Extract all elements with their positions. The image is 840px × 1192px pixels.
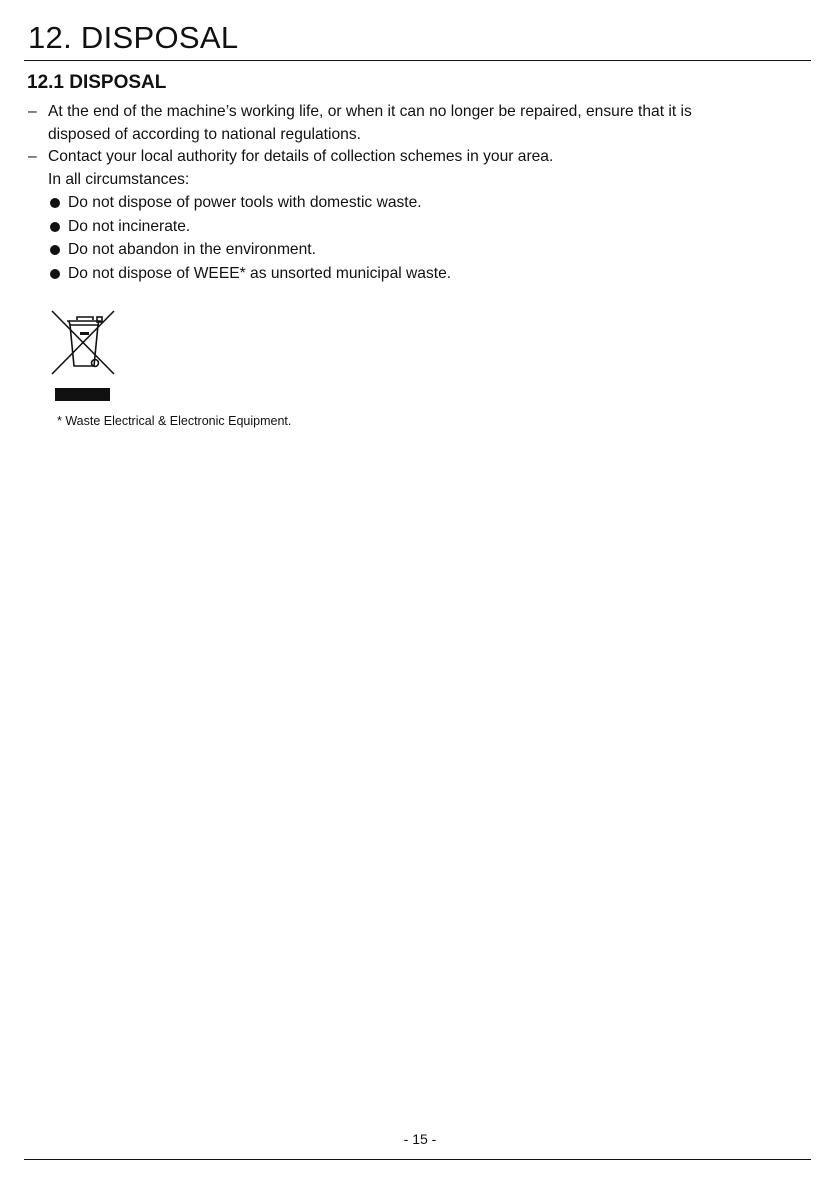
list-item-text-line: At the end of the machine’s working life, or when it can no longer be repaired, ensure that it is	[48, 103, 692, 120]
section-title: 12.1 DISPOSAL	[27, 72, 167, 93]
list-item	[28, 100, 808, 146]
footer-divider	[24, 1159, 811, 1160]
list-item-text-line: disposed of according to national regulations.	[48, 126, 361, 143]
bullet-dot-icon	[50, 269, 60, 279]
bullet-text: Do not incinerate.	[68, 217, 191, 235]
bullet-dot-icon	[50, 198, 60, 208]
dash-marker: –	[28, 148, 37, 165]
page-number: - 15 -	[403, 1131, 437, 1147]
bullet-text: Do not dispose of power tools with domestic waste.	[68, 194, 422, 211]
intro-text: In all circumstances:	[48, 171, 190, 188]
list-item	[28, 145, 808, 168]
bullet-item	[48, 191, 451, 215]
chapter-title: 12. DISPOSAL	[28, 20, 239, 55]
bullet-item	[48, 215, 451, 239]
bullet-text: Do not abandon in the environment.	[68, 241, 316, 259]
list-item-text-line: Contact your local authority for details of collection schemes in your area.	[48, 148, 554, 165]
dash-marker: –	[28, 103, 37, 120]
bullet-item	[48, 262, 451, 286]
bullet-list	[48, 191, 451, 286]
footnote: * Waste Electrical & Electronic Equipment.	[57, 414, 292, 428]
crossed-out-wheelie-bin-icon	[50, 308, 118, 402]
bullet-text: Do not dispose of WEEE* as unsorted municipal waste.	[68, 265, 452, 283]
bullet-dot-icon	[50, 222, 60, 232]
bullet-dot-icon	[50, 245, 60, 255]
bullet-item	[48, 238, 451, 262]
header-divider	[24, 60, 811, 61]
